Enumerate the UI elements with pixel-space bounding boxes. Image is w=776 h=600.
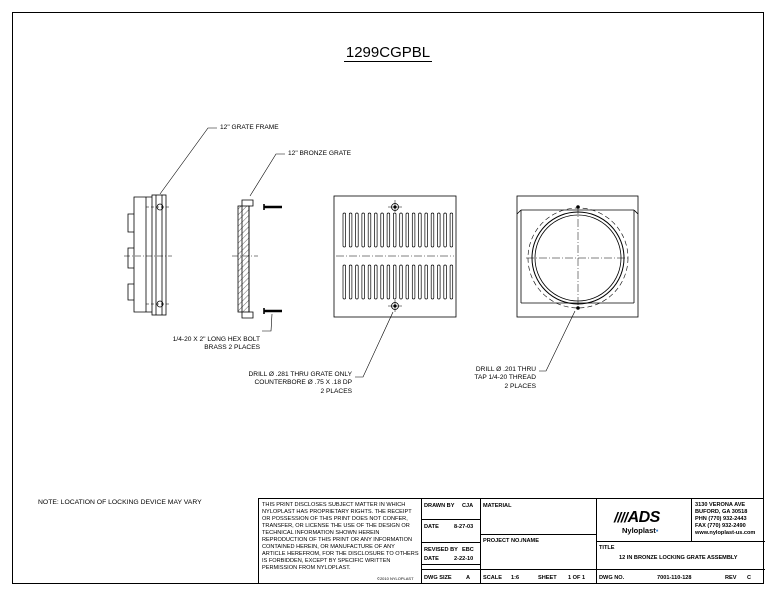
drawn-by-value: CJA [462, 503, 474, 509]
grate-slot [387, 265, 390, 299]
company-address: 3130 VERONA AVE BUFORD, GA 30518 PHN (770) 932-2443 FAX (770) 932-2490 www.nyloplast-us.com [695, 502, 756, 536]
grate-slot [356, 265, 359, 299]
grate-slot [362, 265, 365, 299]
grate-slot [406, 265, 409, 299]
revised-date-value: 2-22-10 [454, 556, 474, 562]
grate-slot [400, 213, 403, 247]
grate-slot [368, 265, 371, 299]
project-label: PROJECT NO./NAME [483, 538, 539, 544]
grate-slot [349, 265, 352, 299]
grate-slot [412, 213, 415, 247]
proprietary-disclaimer: THIS PRINT DISCLOSES SUBJECT MATTER IN WHICH NYLOPLAST HAS PROPRIETARY RIGHTS. THE RECEIPT OR POSSESSION OF THIS PRINT DOES NOT CONFER, TRANSFER, OR LICENSE THE USE OF THE DESIGN OR TECHNICAL INFORMATION SHOWN HEREIN REPRODUCTION OF THIS PRINT OR ANY INFORMATION CONTAINED HEREIN, OR MANUFACTURE OF ANY ARTICLE HEREFROM, FOR THE DISCLOSURE TO OTHERS IS FORBIDDEN, EXCEPT BY SPECIFIC WRITTEN PERMISSION FROM NYLOPLAST. [262, 502, 419, 571]
grate-slot [438, 213, 441, 247]
callout-drill-tap: DRILL Ø .201 THRU TAP 1/4-20 THREAD 2 PLACES [474, 366, 536, 390]
hex-bolt-top [264, 204, 282, 210]
grate-slot [375, 213, 378, 247]
revised-by-value: EBC [462, 547, 474, 553]
grate-slot [400, 265, 403, 299]
drawing-title: 1299CGPBL [345, 44, 431, 61]
grate-slot [431, 265, 434, 299]
title-value: 12 IN BRONZE LOCKING GRATE ASSEMBLY [619, 555, 738, 561]
drawn-by-label: DRAWN BY [424, 503, 455, 509]
rev-value: C [747, 575, 752, 581]
grate-slot [438, 265, 441, 299]
grate-slot [450, 265, 453, 299]
callout-grate-frame: 12" GRATE FRAME [220, 124, 279, 131]
grate-slot [381, 213, 384, 247]
grate-frame-top-view [517, 196, 638, 317]
callout-drill-counterbore: DRILL Ø .281 THRU GRATE ONLY COUNTERBORE Ø .75 X .18 DP 2 PLACES [248, 371, 352, 395]
callout-hex-bolt: 1/4-20 X 2" LONG HEX BOLT BRASS 2 PLACES [172, 336, 260, 352]
grate-slot [393, 265, 396, 299]
scale-label: SCALE [483, 575, 502, 581]
title-block [258, 498, 764, 584]
grate-frame-side-view [124, 195, 172, 315]
sheet-value: 1 OF 1 [568, 575, 586, 581]
grate-slot [425, 265, 428, 299]
grate-slot [450, 213, 453, 247]
scale-value: 1:6 [511, 575, 520, 581]
title-label: TITLE [599, 545, 615, 551]
grate-slot [444, 265, 447, 299]
drawn-date-value: 8-27-03 [454, 524, 474, 530]
grate-slot [362, 213, 365, 247]
ads-logo: ////ADS [614, 509, 660, 526]
revised-by-label: REVISED BY [424, 547, 458, 553]
bronze-grate-side-view [232, 200, 258, 318]
nyloplast-logo: Nyloplast▪ [622, 526, 659, 535]
dwg-no-value: 7001-110-128 [657, 575, 692, 581]
grate-slot [419, 265, 422, 299]
hex-bolt-bottom [264, 308, 282, 314]
grate-slot [419, 213, 422, 247]
callout-bronze-grate: 12" BRONZE GRATE [288, 150, 352, 157]
grate-slot [375, 265, 378, 299]
grate-slot [349, 213, 352, 247]
drawn-date-label: DATE [424, 524, 439, 530]
grate-slot [356, 213, 359, 247]
sheet-label: SHEET [538, 575, 557, 581]
grate-slot [431, 213, 434, 247]
grate-slot [406, 213, 409, 247]
rev-label: REV [725, 575, 737, 581]
grate-slot [444, 213, 447, 247]
grate-slot [387, 213, 390, 247]
grate-slot [393, 213, 396, 247]
dwg-size-label: DWG SIZE [424, 575, 452, 581]
material-label: MATERIAL [483, 503, 512, 509]
grate-slot [412, 265, 415, 299]
locking-device-note: NOTE: LOCATION OF LOCKING DEVICE MAY VARY [38, 499, 202, 506]
dwg-no-label: DWG NO. [599, 575, 625, 581]
grate-slot [425, 213, 428, 247]
grate-slot [343, 213, 346, 247]
grate-slot [343, 265, 346, 299]
grate-top-view [334, 196, 456, 317]
grate-slot [368, 213, 371, 247]
grate-slot [381, 265, 384, 299]
revised-date-label: DATE [424, 556, 439, 562]
copyright-notice: ©2010 NYLOPLAST [377, 576, 414, 581]
dwg-size-value: A [466, 575, 471, 581]
